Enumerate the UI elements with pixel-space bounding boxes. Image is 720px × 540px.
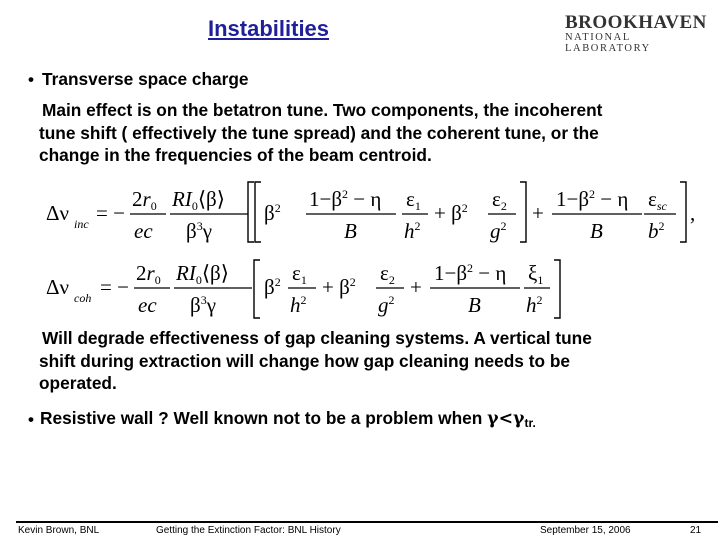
- paragraph1-line3: change in the frequencies of the beam centroid.: [39, 145, 432, 165]
- svg-text:ξ1: ξ1: [528, 261, 544, 287]
- footer-date: September 15, 2006: [540, 525, 631, 536]
- svg-text:β3γ: $\beta^3\gamma$: [190, 293, 216, 317]
- svg-text:1−β2 − η: $1-\beta^2 - \eta$: [309, 187, 382, 211]
- paragraph2-line2: shift during extraction will change how gap cleaning needs to be: [39, 350, 570, 371]
- svg-text:h2: $h^2$: [526, 293, 543, 317]
- svg-text:= −: = −: [96, 201, 125, 225]
- svg-text:β3γ: $\beta^3\gamma$: [186, 219, 212, 243]
- footer-author: Kevin Brown, BNL: [18, 525, 100, 536]
- svg-text:h2: $h^2$: [290, 293, 307, 317]
- svg-text:B: B: [344, 219, 357, 243]
- footer-divider: [16, 521, 718, 523]
- bullet-marker-2: •: [28, 410, 34, 429]
- logo-line2: NATIONAL LABORATORY: [565, 32, 651, 54]
- svg-text:inc: inc: [74, 217, 89, 231]
- svg-text:h2: $h^2$: [404, 219, 421, 243]
- brookhaven-logo: [565, 12, 720, 54]
- svg-text:ε1: ε1: [406, 187, 421, 213]
- gamma-symbol: γ<γ: [487, 409, 525, 429]
- svg-text:b2: $b^2$: [648, 219, 665, 243]
- svg-text:β2: $\beta^2$: [264, 275, 281, 299]
- svg-text:2r0: 2r0: [136, 261, 161, 287]
- resistive-wall-text: Resistive wall ? Well known not to be a problem when: [40, 408, 488, 428]
- paragraph2-line1: Will degrade effectiveness of gap cleaning systems. A vertical tune: [42, 328, 592, 348]
- paragraph1-line2: tune shift ( effectively the tune spread) and the coherent tune, or the: [39, 122, 599, 143]
- paragraph2-line3: operated.: [39, 373, 117, 393]
- svg-text:2r0: 2r0: [132, 187, 157, 213]
- svg-text:Δν: Δν: [46, 201, 69, 225]
- svg-text:εsc: εsc: [648, 187, 667, 213]
- svg-text:β2: $\beta^2$: [264, 201, 281, 225]
- svg-text:,: ,: [690, 201, 696, 225]
- svg-text:1−β2 − η: $1-\beta^2 - \eta$: [434, 261, 507, 285]
- svg-text:= −: = −: [100, 275, 129, 299]
- paragraph1-line1: Main effect is on the betatron tune. Two components, the incoherent: [42, 100, 603, 120]
- svg-text:ec: ec: [138, 293, 157, 317]
- paragraph-gap-cleaning: [39, 327, 592, 395]
- svg-text:ε2: ε2: [492, 187, 507, 213]
- svg-text:g2: $g^2$: [490, 219, 507, 243]
- bullet-transverse-space-charge: Transverse space charge: [42, 69, 249, 89]
- svg-text:+: +: [410, 275, 422, 299]
- svg-text:RI0⟨β⟩: RI0⟨β⟩: [172, 187, 225, 213]
- svg-text:coh: coh: [74, 291, 92, 305]
- bullet-resistive-wall: [40, 407, 536, 435]
- svg-text:RI0⟨β⟩: RI0⟨β⟩: [176, 261, 229, 287]
- svg-text:g2: $g^2$: [378, 293, 395, 317]
- svg-text:+ β2: + $\beta^2$: [434, 201, 468, 225]
- logo-line1: BROOKHAVEN: [565, 12, 707, 33]
- paragraph-main-effect: [39, 99, 603, 167]
- svg-text:1−β2 − η: $1-\beta^2 - \eta$: [556, 187, 629, 211]
- svg-text:B: B: [590, 219, 603, 243]
- footer-talk-title: Getting the Extinction Factor: BNL History: [156, 525, 341, 536]
- svg-text:B: B: [468, 293, 481, 317]
- bullet-marker-1: •: [28, 70, 34, 89]
- slide-title: Instabilities: [208, 16, 330, 41]
- svg-text:ε2: ε2: [380, 261, 395, 287]
- equation-incoherent: [44, 176, 704, 248]
- svg-text:+ β2: + $\beta^2$: [322, 275, 356, 299]
- svg-text:+: +: [532, 201, 544, 225]
- svg-text:ec: ec: [134, 219, 153, 243]
- footer-page-number: 21: [690, 525, 702, 536]
- svg-text:ε1: ε1: [292, 261, 307, 287]
- svg-text:Δν: Δν: [46, 275, 69, 299]
- gamma-subscript: tr.: [524, 416, 536, 430]
- equation-coherent: [44, 256, 564, 322]
